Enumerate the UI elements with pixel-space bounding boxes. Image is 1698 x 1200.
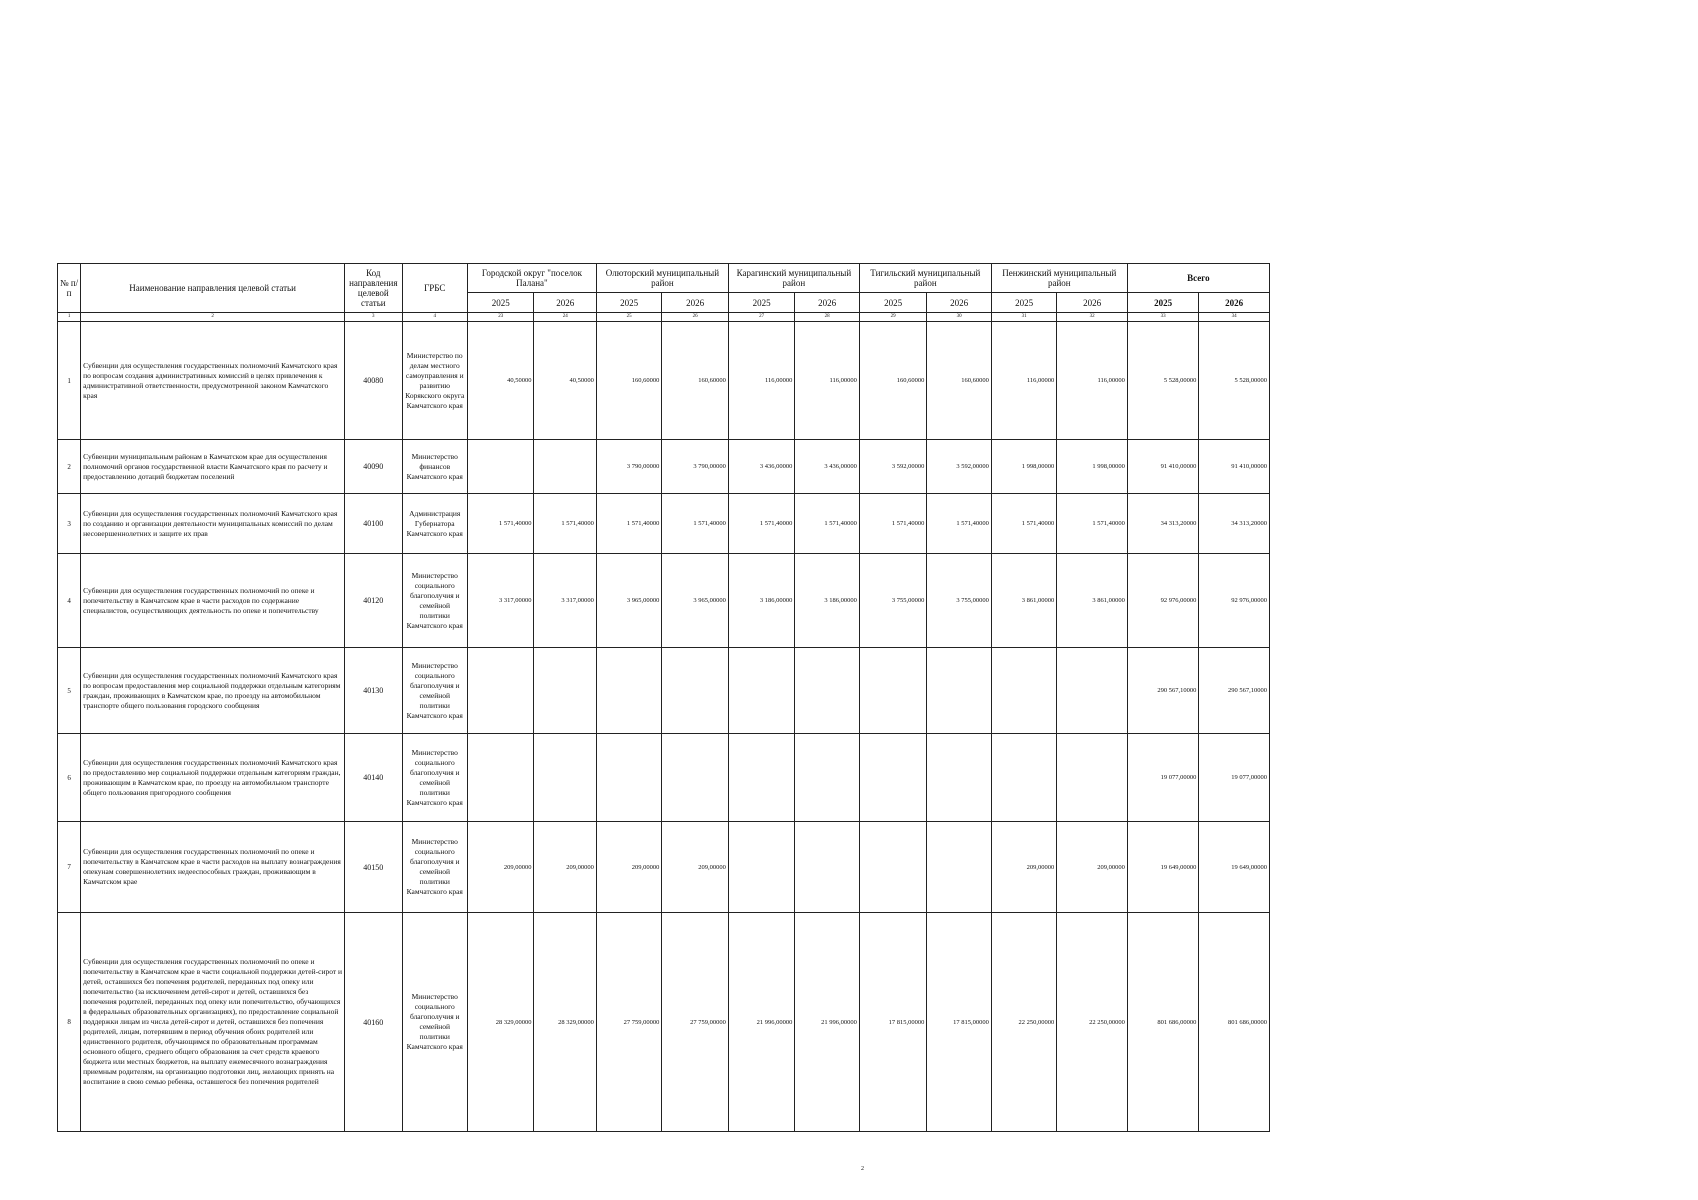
cell-total: 92 976,00000	[1199, 554, 1270, 648]
header-group-olyutorsky: Олюторский муниципальный район	[596, 264, 728, 293]
cell-value: 1 571,40000	[859, 494, 926, 554]
cell-value: 3 317,00000	[534, 554, 596, 648]
cell-total: 19 649,00000	[1199, 822, 1270, 913]
row-name: Субвенции для осуществления государственных полномочий по опеке и попечительству в Камчатском крае в части расходов на выплату вознаграждения опекунам совершеннолетних недееспособных граждан, проживающим в Камчатском крае	[81, 822, 345, 913]
header-year-2025: 2025	[467, 293, 533, 313]
cell-value: 40,50000	[467, 322, 533, 440]
header-year-2025: 2025	[991, 293, 1056, 313]
cell-value	[795, 734, 859, 822]
row-number: 4	[58, 554, 81, 648]
cell-value: 27 759,00000	[596, 913, 661, 1132]
cell-value	[728, 822, 794, 913]
row-number: 2	[58, 440, 81, 494]
cell-value: 160,60000	[662, 322, 729, 440]
cell-value: 3 592,00000	[927, 440, 991, 494]
cell-value: 27 759,00000	[662, 913, 729, 1132]
cell-value	[534, 440, 596, 494]
column-number: 3	[345, 313, 402, 322]
column-number: 2	[81, 313, 345, 322]
cell-value	[859, 734, 926, 822]
header-name: Наименование направления целевой статьи	[81, 264, 345, 313]
row-grbs: Министерство социального благополучия и семейной политики Камчатского края	[402, 913, 467, 1132]
cell-value: 160,60000	[596, 322, 661, 440]
table-row	[58, 648, 1270, 734]
header-year-2026: 2026	[1199, 293, 1270, 313]
column-number: 25	[596, 313, 661, 322]
cell-value	[596, 648, 661, 734]
row-code: 40140	[345, 734, 402, 822]
cell-total: 290 567,10000	[1199, 648, 1270, 734]
cell-value	[728, 734, 794, 822]
header-grbs: ГРБС	[402, 264, 467, 313]
cell-value: 22 250,00000	[1057, 913, 1128, 1132]
header-year-2025: 2025	[1127, 293, 1199, 313]
row-code: 40130	[345, 648, 402, 734]
row-code: 40090	[345, 440, 402, 494]
cell-total: 34 313,20000	[1127, 494, 1199, 554]
column-number: 27	[728, 313, 794, 322]
column-number: 28	[795, 313, 859, 322]
cell-total: 5 528,00000	[1127, 322, 1199, 440]
table-row	[58, 322, 1270, 440]
row-grbs: Министерство социального благополучия и семейной политики Камчатского края	[402, 734, 467, 822]
cell-value	[662, 734, 729, 822]
cell-value	[991, 734, 1056, 822]
column-number: 24	[534, 313, 596, 322]
header-group-karaginsky: Карагинский муниципальный район	[728, 264, 859, 293]
cell-total: 34 313,20000	[1199, 494, 1270, 554]
row-grbs: Министерство социального благополучия и семейной политики Камчатского края	[402, 822, 467, 913]
cell-value: 3 436,00000	[795, 440, 859, 494]
cell-value: 160,60000	[859, 322, 926, 440]
header-year-2026: 2026	[1057, 293, 1128, 313]
cell-value: 3 965,00000	[596, 554, 661, 648]
cell-value	[467, 440, 533, 494]
cell-value: 1 571,40000	[467, 494, 533, 554]
row-grbs: Министерство социального благополучия и семейной политики Камчатского края	[402, 648, 467, 734]
cell-value: 3 790,00000	[662, 440, 729, 494]
cell-value: 3 755,00000	[927, 554, 991, 648]
cell-value: 3 790,00000	[596, 440, 661, 494]
header-year-2025: 2025	[728, 293, 794, 313]
table-row	[58, 734, 1270, 822]
cell-value: 209,00000	[467, 822, 533, 913]
cell-value	[596, 734, 661, 822]
header-year-2026: 2026	[795, 293, 859, 313]
row-code: 40120	[345, 554, 402, 648]
cell-total: 801 686,00000	[1127, 913, 1199, 1132]
cell-value: 3 755,00000	[859, 554, 926, 648]
column-number: 29	[859, 313, 926, 322]
column-number: 30	[927, 313, 991, 322]
cell-value	[467, 734, 533, 822]
row-number: 1	[58, 322, 81, 440]
row-name: Субвенции для осуществления государственных полномочий Камчатского края по предоставлению мер социальной поддержки отдельным категориям граждан, проживающим в Камчатском крае, по проезду на автомобильном транспорте общего пользования пригородного сообщения	[81, 734, 345, 822]
header-year-2026: 2026	[662, 293, 729, 313]
cell-value: 1 571,40000	[795, 494, 859, 554]
cell-value: 209,00000	[1057, 822, 1128, 913]
row-name: Субвенции для осуществления государственных полномочий Камчатского края по вопросам предоставления мер социальной поддержки отдельным категориям граждан, проживающих в Камчатском крае, по проезду на автомобильном транспорте общего пользования городского сообщения	[81, 648, 345, 734]
column-number: 31	[991, 313, 1056, 322]
header-num: № п/п	[58, 264, 81, 313]
row-name: Субвенции для осуществления государственных полномочий по опеке и попечительству в Камчатском крае в части социальной поддержки детей-сирот и детей, оставшихся без попечения родителей, переданных под опеку или попечительство (за исключением детей-сирот и детей, оставшихся без попечения родителей, переданных под опеку или попечительство, обучающихся в федеральных образовательных организациях), по предоставление социальной поддержки лицам из числа детей-сирот и детей, оставшихся без попечения родителей, лицам, потерявшим в период обучения обоих родителей или единственного родителя, обучающимся по образовательным программам основного общего, среднего общего образования за счет средств краевого бюджета или местных бюджетов, на выплату ежемесячного вознаграждения приемным родителям, на организацию подготовки лиц, желающих принять на воспитание в свою семью ребенка, оставшегося без попечения родителей	[81, 913, 345, 1132]
cell-value: 1 571,40000	[534, 494, 596, 554]
table-row	[58, 913, 1270, 1132]
cell-value	[1057, 734, 1128, 822]
cell-value	[662, 648, 729, 734]
cell-total: 5 528,00000	[1199, 322, 1270, 440]
column-number: 1	[58, 313, 81, 322]
row-number: 6	[58, 734, 81, 822]
cell-value: 116,00000	[728, 322, 794, 440]
row-name: Субвенции для осуществления государственных полномочий Камчатского края по созданию и организации деятельности муниципальных комиссий по делам несовершеннолетних и защите их прав	[81, 494, 345, 554]
cell-value: 116,00000	[991, 322, 1056, 440]
header-group-penzhinsky: Пенжинский муниципальный район	[991, 264, 1127, 293]
cell-total: 19 649,00000	[1127, 822, 1199, 913]
cell-value: 116,00000	[795, 322, 859, 440]
cell-value: 17 815,00000	[859, 913, 926, 1132]
column-number: 23	[467, 313, 533, 322]
cell-value	[991, 648, 1056, 734]
cell-value	[927, 822, 991, 913]
cell-value: 28 329,00000	[534, 913, 596, 1132]
cell-value	[728, 648, 794, 734]
row-code: 40150	[345, 822, 402, 913]
header-year-2025: 2025	[596, 293, 661, 313]
cell-value: 3 186,00000	[795, 554, 859, 648]
row-code: 40080	[345, 322, 402, 440]
table-row	[58, 554, 1270, 648]
header-year-2025: 2025	[859, 293, 926, 313]
header-code: Код направления целевой статьи	[345, 264, 402, 313]
header-row-1	[58, 264, 1270, 293]
cell-value: 3 186,00000	[728, 554, 794, 648]
column-number: 33	[1127, 313, 1199, 322]
row-grbs: Министерство финансов Камчатского края	[402, 440, 467, 494]
header-group-total: Всего	[1127, 264, 1269, 293]
cell-value: 3 861,00000	[1057, 554, 1128, 648]
cell-value: 209,00000	[534, 822, 596, 913]
cell-value: 22 250,00000	[991, 913, 1056, 1132]
cell-value: 1 571,40000	[1057, 494, 1128, 554]
cell-value: 3 861,00000	[991, 554, 1056, 648]
cell-total: 19 077,00000	[1199, 734, 1270, 822]
cell-total: 290 567,10000	[1127, 648, 1199, 734]
page-number: 2	[861, 1166, 864, 1172]
cell-value: 209,00000	[596, 822, 661, 913]
cell-value: 3 965,00000	[662, 554, 729, 648]
cell-value: 116,00000	[1057, 322, 1128, 440]
row-grbs: Министерство социального благополучия и семейной политики Камчатского края	[402, 554, 467, 648]
header-year-2026: 2026	[927, 293, 991, 313]
cell-value	[859, 648, 926, 734]
cell-value: 3 592,00000	[859, 440, 926, 494]
row-grbs: Министерство по делам местного самоуправления и развитию Корякского округа Камчатского края	[402, 322, 467, 440]
cell-value: 3 436,00000	[728, 440, 794, 494]
table-row	[58, 440, 1270, 494]
cell-total: 92 976,00000	[1127, 554, 1199, 648]
cell-total: 91 410,00000	[1127, 440, 1199, 494]
column-number: 26	[662, 313, 729, 322]
cell-value	[795, 648, 859, 734]
cell-value: 1 998,00000	[1057, 440, 1128, 494]
cell-value: 1 571,40000	[927, 494, 991, 554]
cell-value: 3 317,00000	[467, 554, 533, 648]
column-number: 4	[402, 313, 467, 322]
column-number: 34	[1199, 313, 1270, 322]
table-row	[58, 494, 1270, 554]
row-code: 40100	[345, 494, 402, 554]
cell-value: 17 815,00000	[927, 913, 991, 1132]
row-number: 5	[58, 648, 81, 734]
header-group-tigilsky: Тигильский муниципальный район	[859, 264, 991, 293]
column-number: 32	[1057, 313, 1128, 322]
cell-value: 1 571,40000	[662, 494, 729, 554]
cell-value	[534, 734, 596, 822]
row-name: Субвенции для осуществления государственных полномочий Камчатского края по вопросам создания административных комиссий в целях привлечения к административной ответственности, предусмотренной законом Камчатского края	[81, 322, 345, 440]
row-number: 8	[58, 913, 81, 1132]
cell-value	[859, 822, 926, 913]
row-name: Субвенции муниципальным районам в Камчатском крае для осуществления полномочий органов государственной власти Камчатского края по расчету и предоставлению дотаций бюджетам поселений	[81, 440, 345, 494]
row-name: Субвенции для осуществления государственных полномочий по опеке и попечительству в Камчатском крае в части расходов по содержание специалистов, осуществляющих деятельность по опеке и попечительству	[81, 554, 345, 648]
cell-value	[467, 648, 533, 734]
cell-value: 209,00000	[991, 822, 1056, 913]
cell-total: 801 686,00000	[1199, 913, 1270, 1132]
cell-value: 160,60000	[927, 322, 991, 440]
cell-value: 1 571,40000	[991, 494, 1056, 554]
table-row	[58, 822, 1270, 913]
cell-total: 91 410,00000	[1199, 440, 1270, 494]
cell-value	[927, 734, 991, 822]
cell-value: 21 996,00000	[728, 913, 794, 1132]
cell-value: 1 998,00000	[991, 440, 1056, 494]
row-number: 3	[58, 494, 81, 554]
column-number-row	[58, 313, 1270, 322]
cell-value: 28 329,00000	[467, 913, 533, 1132]
row-number: 7	[58, 822, 81, 913]
header-group-palana: Городской округ "поселок Палана"	[467, 264, 596, 293]
cell-value: 1 571,40000	[728, 494, 794, 554]
header-year-2026: 2026	[534, 293, 596, 313]
cell-value	[1057, 648, 1128, 734]
cell-value	[534, 648, 596, 734]
cell-value: 21 996,00000	[795, 913, 859, 1132]
cell-value: 209,00000	[662, 822, 729, 913]
row-grbs: Администрация Губернатора Камчатского края	[402, 494, 467, 554]
cell-value: 40,50000	[534, 322, 596, 440]
budget-table	[57, 263, 1270, 1132]
cell-value	[795, 822, 859, 913]
cell-total: 19 077,00000	[1127, 734, 1199, 822]
cell-value	[927, 648, 991, 734]
cell-value: 1 571,40000	[596, 494, 661, 554]
row-code: 40160	[345, 913, 402, 1132]
